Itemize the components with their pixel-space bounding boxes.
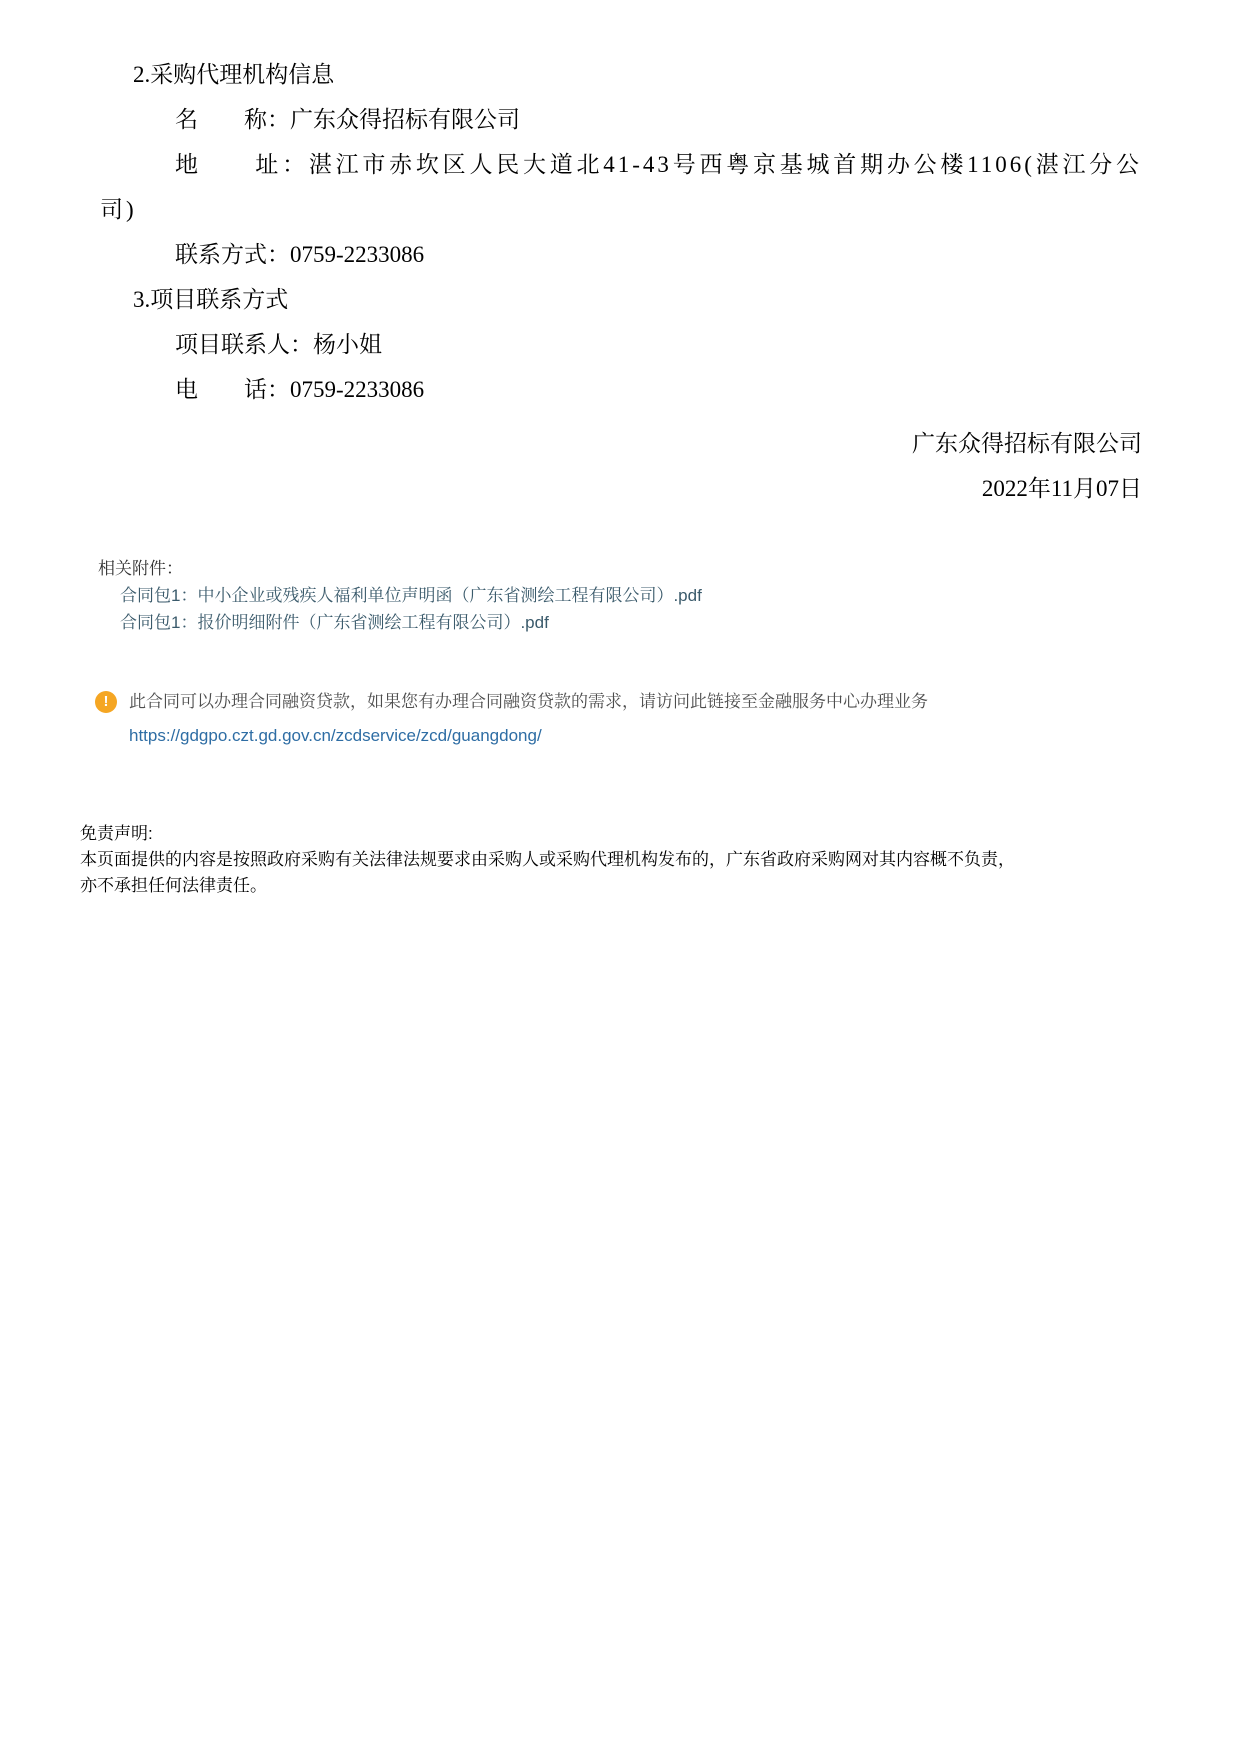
procurement-document (100, 0, 1142, 511)
related-attachments-section (98, 555, 1242, 636)
project-contact-person-line (100, 322, 1142, 367)
project-contact-phone-line (100, 367, 1142, 412)
agency-name-line (100, 97, 1142, 142)
finance-loan-notice-text: 此合同可以办理合同融资贷款，如果您有办理合同融资贷款的需求，请访问此链接至金融服务中心办理业务 (129, 692, 928, 711)
agency-contact-label: 联系方式： (175, 242, 290, 267)
section-3-heading (100, 277, 1142, 322)
section-2-heading-text: 2.采购代理机构信息 (133, 62, 335, 87)
disclaimer-title: 免责声明: (80, 824, 153, 843)
related-attachments-title: 相关附件： (98, 559, 183, 578)
agency-address-value: 湛江市赤坎区人民大道北41-43号西粤京基城首期办公楼1106(湛江分公司) (100, 152, 1143, 222)
project-contact-person-label: 项目联系人： (175, 332, 313, 357)
agency-address-line (100, 142, 1142, 232)
project-contact-phone-label: 电 话： (175, 377, 290, 402)
agency-contact-line (100, 232, 1142, 277)
agency-contact-value: 0759-2233086 (290, 242, 425, 267)
signature-company: 广东众得招标有限公司 (912, 431, 1142, 456)
project-contact-phone-value: 0759-2233086 (290, 377, 425, 402)
disclaimer-section (80, 821, 1020, 899)
agency-name-label: 名 称： (175, 107, 290, 132)
finance-service-link[interactable]: https://gdgpo.czt.gd.gov.cn/zcdservice/zcd/guangdong/ (129, 726, 542, 745)
attachment-link-quotation-pdf[interactable]: 合同包1：报价明细附件（广东省测绘工程有限公司）.pdf (120, 613, 549, 632)
agency-name-value: 广东众得招标有限公司 (290, 107, 520, 132)
attachment-link-declaration-pdf[interactable]: 合同包1：中小企业或残疾人福利单位声明函（广东省测绘工程有限公司）.pdf (120, 586, 702, 605)
finance-loan-notice-row (95, 689, 1242, 715)
agency-address-label: 地 址： (175, 152, 309, 177)
section-2-heading (100, 52, 1142, 97)
signature-date: 2022年11月07日 (981, 476, 1142, 501)
project-contact-person-value: 杨小姐 (313, 332, 382, 357)
section-3-heading-text: 3.项目联系方式 (133, 287, 289, 312)
warning-icon: ! (95, 691, 117, 713)
disclaimer-body: 本页面提供的内容是按照政府采购有关法律法规要求由采购人或采购代理机构发布的，广东省政府采购网对其内容概不负责，亦不承担任何法律责任。 (80, 850, 1015, 895)
finance-loan-notice (95, 689, 1242, 749)
